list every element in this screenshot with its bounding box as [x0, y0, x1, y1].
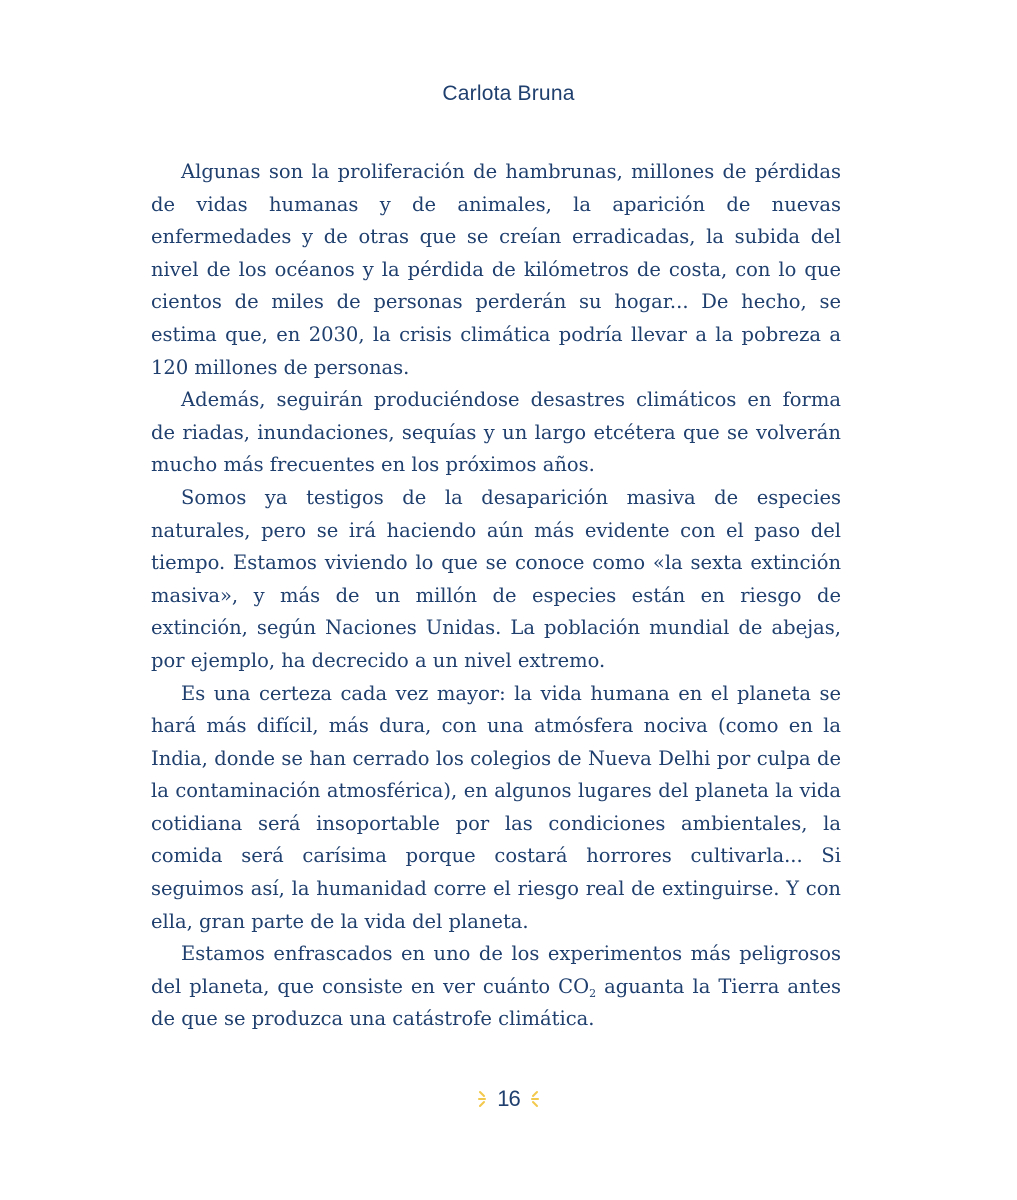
- paragraph-4: Es una certeza cada vez mayor: la vida humana en el planeta se hará más difícil, más dura, con una atmósfera nociva (como en la India, donde se han cerrado los colegios de Nueva Delhi por culpa de la contaminación atmosférica), en algunos lugares del planeta la vida cotidiana será insoportable por las condiciones ambientales, la comida será carísima porque costará horrores cultivarla... Si seguimos así, la humanidad corre el riesgo real de extinguirse. Y con ella, gran parte de la vida del planeta.: [151, 681, 841, 933]
- sparkle-icon: [526, 1088, 540, 1110]
- page-number: 16: [497, 1086, 520, 1111]
- sparkle-icon: [477, 1088, 491, 1110]
- running-header-author: Carlota Bruna: [442, 82, 575, 105]
- body-text: [151, 156, 841, 1036]
- paragraph-3: Somos ya testigos de la desaparición masiva de especies naturales, pero se irá haciendo aún más evidente con el paso del tiempo. Estamos viviendo lo que se conoce como «la sexta extinción masiva», y más de un millón de especies están en riesgo de extinción, según Naciones Unidas. La población mundial de abejas, por ejemplo, ha decrecido a un nivel extremo.: [151, 485, 841, 672]
- page-footer: [0, 1086, 1017, 1112]
- co2-subscript: 2: [589, 986, 597, 1000]
- paragraph-1: Algunas son la proliferación de hambrunas, millones de pérdidas de vidas humanas y de animales, la aparición de nuevas enfermedades y de otras que se creían erradicadas, la subida del nivel de los océanos y la pérdida de kilómetros de costa, con lo que cientos de miles de personas perderán su hogar... De hecho, se estima que, en 2030, la crisis climática podría llevar a la pobreza a 120 millones de personas.: [151, 160, 841, 379]
- paragraph-2: Además, seguirán produciéndose desastres climáticos en forma de riadas, inundaciones, sequías y un largo etcétera que se volverán mucho más frecuentes en los próximos años.: [151, 388, 841, 477]
- paragraph-5-text-before: Estamos enfrascados en uno de los experimentos más peligrosos del planeta, que consiste en ver cuánto CO: [151, 942, 841, 998]
- paragraph-5-text-after: aguanta la Tierra antes de que se produzca una catástrofe climática.: [151, 974, 841, 1031]
- paragraph-5: [151, 938, 841, 1036]
